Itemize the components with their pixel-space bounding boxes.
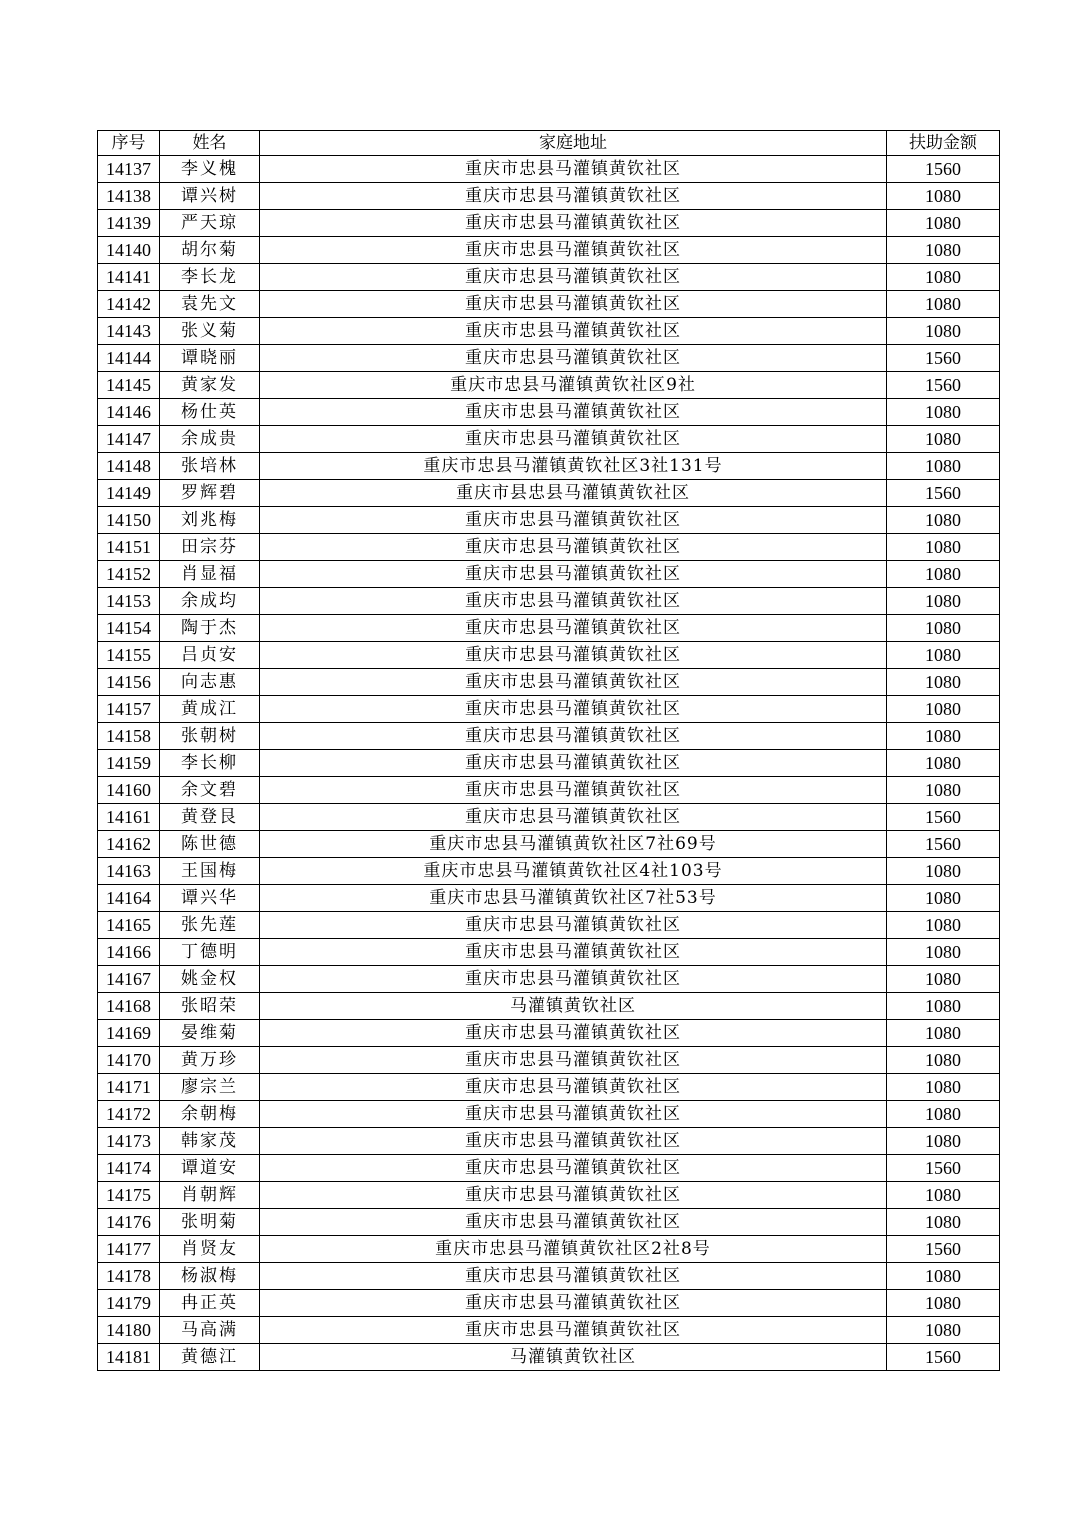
cell-no: 14172 xyxy=(98,1101,160,1128)
cell-no: 14153 xyxy=(98,588,160,615)
cell-amount: 1080 xyxy=(887,561,1000,588)
table-row xyxy=(98,1047,1000,1074)
cell-no: 14144 xyxy=(98,345,160,372)
cell-name: 黄登艮 xyxy=(160,804,260,831)
cell-no: 14177 xyxy=(98,1236,160,1263)
cell-no: 14152 xyxy=(98,561,160,588)
cell-name: 吕贞安 xyxy=(160,642,260,669)
cell-amount: 1080 xyxy=(887,1047,1000,1074)
cell-amount: 1560 xyxy=(887,1344,1000,1371)
cell-amount: 1080 xyxy=(887,1101,1000,1128)
table-row xyxy=(98,264,1000,291)
cell-address: 重庆市忠县马灌镇黄钦社区 xyxy=(260,291,887,318)
cell-amount: 1080 xyxy=(887,885,1000,912)
cell-address: 重庆市忠县马灌镇黄钦社区 xyxy=(260,1182,887,1209)
cell-no: 14181 xyxy=(98,1344,160,1371)
cell-no: 14157 xyxy=(98,696,160,723)
cell-no: 14164 xyxy=(98,885,160,912)
cell-address: 重庆市忠县马灌镇黄钦社区7社53号 xyxy=(260,885,887,912)
cell-name: 张义菊 xyxy=(160,318,260,345)
table-row xyxy=(98,669,1000,696)
cell-amount: 1080 xyxy=(887,966,1000,993)
table-row xyxy=(98,1209,1000,1236)
cell-amount: 1080 xyxy=(887,1020,1000,1047)
cell-amount: 1560 xyxy=(887,345,1000,372)
cell-amount: 1560 xyxy=(887,831,1000,858)
table-row xyxy=(98,561,1000,588)
cell-no: 14167 xyxy=(98,966,160,993)
cell-no: 14178 xyxy=(98,1263,160,1290)
cell-amount: 1080 xyxy=(887,399,1000,426)
cell-amount: 1080 xyxy=(887,642,1000,669)
cell-no: 14139 xyxy=(98,210,160,237)
cell-address: 马灌镇黄钦社区 xyxy=(260,993,887,1020)
cell-no: 14149 xyxy=(98,480,160,507)
cell-name: 严天琼 xyxy=(160,210,260,237)
cell-address: 重庆市忠县马灌镇黄钦社区4社103号 xyxy=(260,858,887,885)
cell-amount: 1560 xyxy=(887,1236,1000,1263)
cell-name: 胡尔菊 xyxy=(160,237,260,264)
cell-name: 马高满 xyxy=(160,1317,260,1344)
cell-name: 杨淑梅 xyxy=(160,1263,260,1290)
cell-address: 重庆市忠县马灌镇黄钦社区 xyxy=(260,615,887,642)
cell-address: 重庆市忠县马灌镇黄钦社区 xyxy=(260,723,887,750)
table-row xyxy=(98,318,1000,345)
table-row xyxy=(98,156,1000,183)
cell-amount: 1080 xyxy=(887,912,1000,939)
table-row xyxy=(98,345,1000,372)
cell-no: 14176 xyxy=(98,1209,160,1236)
table-row xyxy=(98,1263,1000,1290)
cell-no: 14146 xyxy=(98,399,160,426)
cell-no: 14175 xyxy=(98,1182,160,1209)
cell-name: 肖贤友 xyxy=(160,1236,260,1263)
cell-no: 14150 xyxy=(98,507,160,534)
cell-no: 14165 xyxy=(98,912,160,939)
cell-amount: 1080 xyxy=(887,696,1000,723)
cell-address: 重庆市忠县马灌镇黄钦社区 xyxy=(260,1128,887,1155)
cell-address: 重庆市忠县马灌镇黄钦社区 xyxy=(260,183,887,210)
cell-no: 14155 xyxy=(98,642,160,669)
cell-name: 陈世德 xyxy=(160,831,260,858)
table-row xyxy=(98,210,1000,237)
cell-address: 重庆市忠县马灌镇黄钦社区 xyxy=(260,1155,887,1182)
cell-name: 丁德明 xyxy=(160,939,260,966)
cell-no: 14163 xyxy=(98,858,160,885)
cell-name: 谭晓丽 xyxy=(160,345,260,372)
cell-address: 重庆市忠县马灌镇黄钦社区 xyxy=(260,1290,887,1317)
cell-amount: 1080 xyxy=(887,264,1000,291)
table-row xyxy=(98,912,1000,939)
cell-address: 重庆市忠县马灌镇黄钦社区7社69号 xyxy=(260,831,887,858)
cell-name: 黄万珍 xyxy=(160,1047,260,1074)
cell-address: 重庆市忠县马灌镇黄钦社区3社131号 xyxy=(260,453,887,480)
header-address: 家庭地址 xyxy=(260,131,887,156)
cell-address: 重庆市忠县马灌镇黄钦社区 xyxy=(260,1047,887,1074)
table-row xyxy=(98,831,1000,858)
table-row xyxy=(98,588,1000,615)
cell-name: 陶于杰 xyxy=(160,615,260,642)
table-row xyxy=(98,1290,1000,1317)
cell-address: 重庆市忠县马灌镇黄钦社区 xyxy=(260,1074,887,1101)
table-row xyxy=(98,399,1000,426)
cell-name: 刘兆梅 xyxy=(160,507,260,534)
cell-no: 14154 xyxy=(98,615,160,642)
cell-address: 重庆市忠县马灌镇黄钦社区 xyxy=(260,1317,887,1344)
cell-amount: 1080 xyxy=(887,534,1000,561)
table-row xyxy=(98,453,1000,480)
cell-no: 14156 xyxy=(98,669,160,696)
cell-address: 重庆市忠县马灌镇黄钦社区 xyxy=(260,939,887,966)
table-row xyxy=(98,1317,1000,1344)
cell-no: 14166 xyxy=(98,939,160,966)
cell-no: 14142 xyxy=(98,291,160,318)
cell-amount: 1080 xyxy=(887,858,1000,885)
cell-name: 冉正英 xyxy=(160,1290,260,1317)
cell-amount: 1080 xyxy=(887,1182,1000,1209)
cell-no: 14138 xyxy=(98,183,160,210)
table-row xyxy=(98,480,1000,507)
cell-amount: 1080 xyxy=(887,183,1000,210)
cell-address: 重庆市忠县马灌镇黄钦社区 xyxy=(260,1101,887,1128)
cell-address: 重庆市忠县马灌镇黄钦社区 xyxy=(260,777,887,804)
cell-no: 14173 xyxy=(98,1128,160,1155)
cell-name: 王国梅 xyxy=(160,858,260,885)
cell-amount: 1080 xyxy=(887,237,1000,264)
table-row xyxy=(98,885,1000,912)
cell-name: 黄家发 xyxy=(160,372,260,399)
table-row xyxy=(98,804,1000,831)
cell-address: 重庆市忠县马灌镇黄钦社区 xyxy=(260,399,887,426)
cell-amount: 1080 xyxy=(887,993,1000,1020)
table-row xyxy=(98,291,1000,318)
table-header xyxy=(98,131,1000,156)
cell-address: 重庆市忠县马灌镇黄钦社区 xyxy=(260,588,887,615)
cell-no: 14148 xyxy=(98,453,160,480)
cell-name: 张先莲 xyxy=(160,912,260,939)
cell-name: 李义槐 xyxy=(160,156,260,183)
table-row xyxy=(98,993,1000,1020)
cell-amount: 1080 xyxy=(887,723,1000,750)
cell-no: 14168 xyxy=(98,993,160,1020)
cell-name: 姚金权 xyxy=(160,966,260,993)
cell-no: 14161 xyxy=(98,804,160,831)
cell-amount: 1080 xyxy=(887,939,1000,966)
cell-amount: 1080 xyxy=(887,750,1000,777)
table-row xyxy=(98,534,1000,561)
cell-name: 谭兴华 xyxy=(160,885,260,912)
cell-name: 李长柳 xyxy=(160,750,260,777)
cell-no: 14147 xyxy=(98,426,160,453)
cell-amount: 1080 xyxy=(887,318,1000,345)
cell-name: 张朝树 xyxy=(160,723,260,750)
cell-name: 余成贵 xyxy=(160,426,260,453)
table-row xyxy=(98,723,1000,750)
cell-address: 重庆市忠县马灌镇黄钦社区 xyxy=(260,210,887,237)
table-row xyxy=(98,1344,1000,1371)
header-no: 序号 xyxy=(98,131,160,156)
cell-address: 重庆市忠县马灌镇黄钦社区 xyxy=(260,561,887,588)
cell-no: 14169 xyxy=(98,1020,160,1047)
table-row xyxy=(98,750,1000,777)
table-row xyxy=(98,1182,1000,1209)
table-row xyxy=(98,642,1000,669)
cell-amount: 1080 xyxy=(887,588,1000,615)
cell-name: 罗辉碧 xyxy=(160,480,260,507)
cell-address: 重庆市忠县马灌镇黄钦社区9社 xyxy=(260,372,887,399)
cell-name: 肖显福 xyxy=(160,561,260,588)
table-row xyxy=(98,183,1000,210)
cell-no: 14171 xyxy=(98,1074,160,1101)
cell-amount: 1560 xyxy=(887,372,1000,399)
cell-amount: 1560 xyxy=(887,804,1000,831)
table-body xyxy=(98,156,1000,1371)
cell-address: 重庆市忠县马灌镇黄钦社区 xyxy=(260,696,887,723)
cell-name: 谭兴树 xyxy=(160,183,260,210)
table-row xyxy=(98,1101,1000,1128)
header-amount: 扶助金额 xyxy=(887,131,1000,156)
cell-no: 14140 xyxy=(98,237,160,264)
cell-no: 14158 xyxy=(98,723,160,750)
cell-amount: 1080 xyxy=(887,291,1000,318)
cell-name: 张明菊 xyxy=(160,1209,260,1236)
cell-name: 晏维菊 xyxy=(160,1020,260,1047)
table-row xyxy=(98,426,1000,453)
cell-amount: 1080 xyxy=(887,1128,1000,1155)
table-row xyxy=(98,696,1000,723)
cell-address: 重庆市忠县马灌镇黄钦社区 xyxy=(260,318,887,345)
table-row xyxy=(98,858,1000,885)
assistance-roster-table xyxy=(97,130,1000,1371)
cell-no: 14145 xyxy=(98,372,160,399)
table-row xyxy=(98,237,1000,264)
cell-no: 14151 xyxy=(98,534,160,561)
cell-address: 重庆市忠县马灌镇黄钦社区 xyxy=(260,426,887,453)
cell-address: 重庆市忠县马灌镇黄钦社区 xyxy=(260,1263,887,1290)
cell-no: 14159 xyxy=(98,750,160,777)
cell-address: 重庆市忠县马灌镇黄钦社区 xyxy=(260,237,887,264)
cell-name: 黄成江 xyxy=(160,696,260,723)
cell-no: 14174 xyxy=(98,1155,160,1182)
table-row xyxy=(98,507,1000,534)
cell-no: 14179 xyxy=(98,1290,160,1317)
cell-name: 韩家茂 xyxy=(160,1128,260,1155)
cell-amount: 1080 xyxy=(887,1317,1000,1344)
cell-address: 重庆市忠县马灌镇黄钦社区 xyxy=(260,264,887,291)
cell-amount: 1080 xyxy=(887,669,1000,696)
cell-address: 重庆市忠县马灌镇黄钦社区 xyxy=(260,1209,887,1236)
cell-address: 重庆市忠县马灌镇黄钦社区 xyxy=(260,912,887,939)
cell-address: 重庆市忠县马灌镇黄钦社区 xyxy=(260,642,887,669)
cell-no: 14143 xyxy=(98,318,160,345)
cell-name: 余朝梅 xyxy=(160,1101,260,1128)
cell-no: 14137 xyxy=(98,156,160,183)
cell-name: 黄德江 xyxy=(160,1344,260,1371)
cell-address: 重庆市忠县马灌镇黄钦社区 xyxy=(260,507,887,534)
cell-address: 重庆市忠县马灌镇黄钦社区 xyxy=(260,966,887,993)
cell-name: 向志惠 xyxy=(160,669,260,696)
table-row xyxy=(98,1155,1000,1182)
cell-amount: 1560 xyxy=(887,480,1000,507)
header-name: 姓名 xyxy=(160,131,260,156)
cell-name: 张昭荣 xyxy=(160,993,260,1020)
cell-amount: 1080 xyxy=(887,1263,1000,1290)
cell-name: 袁先文 xyxy=(160,291,260,318)
cell-address: 重庆市忠县马灌镇黄钦社区 xyxy=(260,804,887,831)
cell-amount: 1080 xyxy=(887,1074,1000,1101)
cell-no: 14170 xyxy=(98,1047,160,1074)
table-row xyxy=(98,777,1000,804)
cell-address: 重庆市忠县马灌镇黄钦社区 xyxy=(260,534,887,561)
cell-amount: 1560 xyxy=(887,156,1000,183)
cell-name: 谭道安 xyxy=(160,1155,260,1182)
table-row xyxy=(98,372,1000,399)
cell-amount: 1080 xyxy=(887,777,1000,804)
cell-amount: 1080 xyxy=(887,1290,1000,1317)
cell-name: 李长龙 xyxy=(160,264,260,291)
table-row xyxy=(98,1236,1000,1263)
cell-name: 田宗芬 xyxy=(160,534,260,561)
header-row xyxy=(98,131,1000,156)
cell-amount: 1080 xyxy=(887,615,1000,642)
cell-amount: 1080 xyxy=(887,507,1000,534)
cell-name: 肖朝辉 xyxy=(160,1182,260,1209)
cell-address: 重庆市忠县马灌镇黄钦社区 xyxy=(260,750,887,777)
cell-name: 廖宗兰 xyxy=(160,1074,260,1101)
table-row xyxy=(98,1128,1000,1155)
cell-name: 余成均 xyxy=(160,588,260,615)
table-row xyxy=(98,615,1000,642)
cell-address: 马灌镇黄钦社区 xyxy=(260,1344,887,1371)
cell-address: 重庆市忠县马灌镇黄钦社区 xyxy=(260,345,887,372)
cell-no: 14160 xyxy=(98,777,160,804)
table-row xyxy=(98,966,1000,993)
cell-name: 杨仕英 xyxy=(160,399,260,426)
cell-address: 重庆市县忠县马灌镇黄钦社区 xyxy=(260,480,887,507)
table-row xyxy=(98,1020,1000,1047)
cell-amount: 1560 xyxy=(887,1155,1000,1182)
cell-name: 余文碧 xyxy=(160,777,260,804)
table-row xyxy=(98,939,1000,966)
cell-amount: 1080 xyxy=(887,426,1000,453)
cell-address: 重庆市忠县马灌镇黄钦社区2社8号 xyxy=(260,1236,887,1263)
cell-name: 张培林 xyxy=(160,453,260,480)
cell-amount: 1080 xyxy=(887,453,1000,480)
cell-no: 14180 xyxy=(98,1317,160,1344)
cell-no: 14162 xyxy=(98,831,160,858)
cell-amount: 1080 xyxy=(887,1209,1000,1236)
cell-amount: 1080 xyxy=(887,210,1000,237)
cell-address: 重庆市忠县马灌镇黄钦社区 xyxy=(260,1020,887,1047)
cell-address: 重庆市忠县马灌镇黄钦社区 xyxy=(260,156,887,183)
cell-address: 重庆市忠县马灌镇黄钦社区 xyxy=(260,669,887,696)
cell-no: 14141 xyxy=(98,264,160,291)
table-row xyxy=(98,1074,1000,1101)
